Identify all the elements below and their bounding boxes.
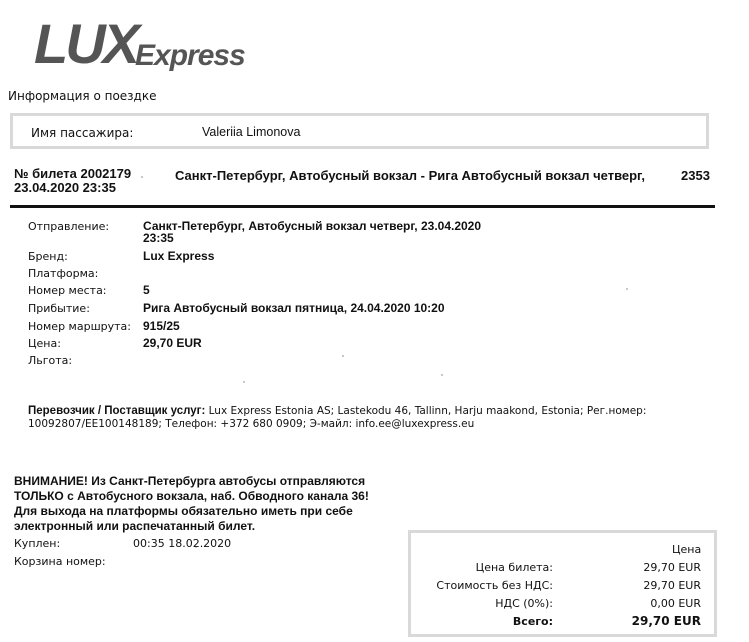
scan-artifact bbox=[626, 288, 628, 290]
brand-value: Lux Express bbox=[143, 249, 215, 263]
ticket-route: Санкт-Петербург, Автобусный вокзал - Рига Автобусный вокзал четверг, bbox=[175, 168, 645, 183]
price-label: Цена: bbox=[28, 337, 61, 350]
basket-label: Корзина номер: bbox=[14, 555, 106, 568]
ticket-price-label: Цена билета: bbox=[475, 561, 553, 574]
route-number: 2353 bbox=[681, 168, 710, 183]
warning-notice bbox=[14, 474, 374, 534]
scan-artifact bbox=[342, 355, 344, 357]
price-excl-vat-value: 29,70 EUR bbox=[643, 579, 701, 592]
bought-value: 00:35 18.02.2020 bbox=[133, 537, 232, 550]
passenger-name: Valeriia Limonova bbox=[202, 125, 301, 139]
carrier-info bbox=[28, 405, 718, 431]
carrier-label: Перевозчик / Поставщик услуг: bbox=[28, 405, 206, 417]
price-value: 29,70 EUR bbox=[143, 336, 202, 350]
divider bbox=[10, 205, 715, 208]
departure-value-line2: 23:35 bbox=[143, 231, 174, 245]
scan-artifact bbox=[141, 176, 143, 178]
brand-label: Бренд: bbox=[28, 250, 68, 263]
platform-label: Платформа: bbox=[28, 267, 99, 280]
scan-artifact bbox=[441, 374, 443, 376]
total-value: 29,70 EUR bbox=[631, 614, 701, 628]
ticket-number-line1: № билета 2002179 bbox=[14, 166, 132, 181]
route-number-label: Номер маршрута: bbox=[28, 320, 131, 333]
bought-label: Куплен: bbox=[14, 537, 61, 550]
total-label: Всего: bbox=[512, 615, 553, 628]
arrival-label: Прибытие: bbox=[28, 302, 90, 315]
ticket-price-value: 29,70 EUR bbox=[643, 561, 701, 574]
warning-line: электронный или распечатанный билет. bbox=[14, 519, 256, 533]
ticket-number bbox=[14, 167, 154, 195]
ticket-number-line2: 23.04.2020 23:35 bbox=[14, 180, 116, 195]
passenger-label: Имя пассажира: bbox=[31, 126, 134, 140]
carrier-text: Lux Express Estonia AS; Lastekodu 46, Tallinn, Harju maakond, Estonia; Рег.номер: 10092807/EE100148189; Телефон: +372 680 0909; Э-майл: info.ee@luxexpress.eu bbox=[28, 405, 647, 430]
logo-lux-text: LUX bbox=[34, 12, 137, 75]
logo-express-text: Express bbox=[135, 39, 245, 72]
discount-label: Льгота: bbox=[28, 354, 73, 367]
departure-value-line1: Санкт-Петербург, Автобусный вокзал четверг, 23.04.2020 bbox=[143, 219, 482, 233]
warning-line: ТОЛЬКО с Автобусного вокзала, наб. Обводного канала 36! bbox=[14, 489, 369, 503]
departure-value bbox=[143, 220, 481, 244]
seat-value: 5 bbox=[143, 283, 150, 297]
warning-line: ВНИМАНИЕ! Из Санкт-Петербурга автобусы отправляются bbox=[14, 474, 366, 488]
warning-line: Для выхода на платформы обязательно иметь при себе bbox=[14, 504, 353, 518]
departure-label: Отправление: bbox=[28, 220, 110, 233]
price-excl-vat-label: Стоимость без НДС: bbox=[436, 579, 553, 592]
vat-label: НДС (0%): bbox=[495, 597, 553, 610]
price-header: Цена bbox=[672, 543, 702, 556]
vat-value: 0,00 EUR bbox=[650, 597, 701, 610]
scan-artifact bbox=[243, 381, 245, 383]
route-number-value: 915/25 bbox=[143, 319, 180, 333]
lux-express-logo bbox=[34, 12, 245, 75]
seat-label: Номер места: bbox=[28, 284, 107, 297]
arrival-value: Рига Автобусный вокзал пятница, 24.04.2020 10:20 bbox=[143, 301, 445, 315]
trip-info-title: Информация о поездке bbox=[8, 89, 157, 103]
